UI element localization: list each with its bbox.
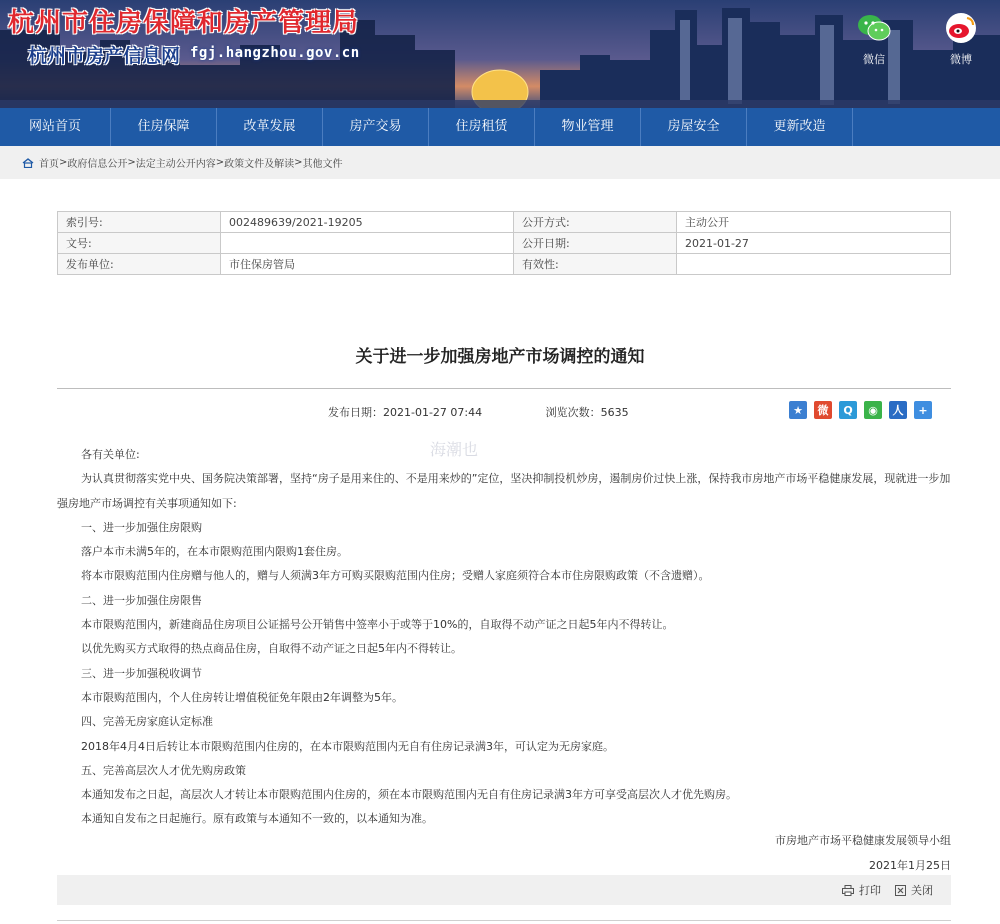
wechat-label: 微信 [863, 53, 885, 66]
breadcrumb-policy[interactable]: 政策文件及解读 [224, 159, 295, 170]
weibo-share-icon[interactable]: 微 [814, 401, 832, 419]
article-footer-bar [57, 875, 951, 905]
table-row [58, 233, 951, 254]
view-count: 浏览次数：5635 [545, 406, 629, 419]
close-icon [895, 885, 906, 896]
wechat-link[interactable] [848, 12, 900, 67]
article-paragraph: 四、完善无房家庭认定标准 [81, 715, 213, 729]
weibo-label: 微博 [950, 53, 972, 66]
site-banner [0, 0, 1000, 108]
breadcrumb-statutory[interactable]: 法定主动公开内容 [135, 159, 216, 170]
article-paragraph: 三、进一步加强税收调节 [81, 666, 202, 680]
nav-item-property-trade[interactable]: 房产交易 [323, 108, 429, 146]
article-paragraph: 本通知发布之日起，高层次人才转让本市限购范围内住房的，须在本市限购范围内无自有住房记录满3年方可享受高层次人才优先购房。 [81, 788, 737, 802]
article-paragraph: 五、完善高层次人才优先购房政策 [81, 763, 246, 777]
publish-date: 发布日期：2021-01-27 07:44 [328, 406, 483, 419]
weibo-link[interactable] [935, 12, 987, 67]
article-paragraph: 二、进一步加强住房限售 [81, 593, 202, 607]
tencent-share-icon[interactable]: Q [839, 401, 857, 419]
share-toolbar [789, 401, 939, 419]
article-paragraph: 落户本市未满5年的，在本市限购范围内限购1套住房。 [81, 545, 348, 559]
document-meta-table [57, 211, 951, 275]
article-paragraph: 为认真贯彻落实党中央、国务院决策部署，坚持“房子是用来住的、不是用来炒的”定位，坚决抑制投机炒房，遏制房价过快上涨，保持我市房地产市场平稳健康发展，现就进一步加强房地产市场调控有关事项通知如下: [57, 472, 951, 510]
meta-value: 2021-01-27 [677, 233, 951, 254]
table-row [58, 212, 951, 233]
meta-value: 主动公开 [677, 212, 951, 233]
site-domain: fgj.hangzhou.gov.cn [190, 45, 360, 61]
article-paragraph: 各有关单位: [81, 448, 140, 461]
close-label: 关闭 [911, 884, 933, 897]
breadcrumb-separator: > [127, 157, 136, 168]
article-body [57, 443, 951, 832]
article-signature [775, 829, 951, 878]
article-paragraph: 以优先购买方式取得的热点商品住房，自取得不动产证之日起5年内不得转让。 [81, 642, 462, 656]
home-icon [22, 158, 34, 168]
breadcrumb-other[interactable]: 其他文件 [302, 159, 343, 170]
print-label: 打印 [859, 884, 881, 897]
article-paragraph: 本通知自发布之日起施行。原有政策与本通知不一致的，以本通知为准。 [81, 812, 433, 826]
nav-item-housing-security[interactable]: 住房保障 [111, 108, 217, 146]
nav-item-reform[interactable]: 改革发展 [217, 108, 323, 146]
meta-key: 公开方式: [514, 212, 677, 233]
nav-item-home[interactable]: 网站首页 [0, 108, 111, 146]
meta-key: 公开日期: [514, 233, 677, 254]
bottom-divider [57, 920, 951, 921]
breadcrumb-home[interactable]: 首页 [39, 159, 59, 170]
breadcrumb-separator: > [59, 157, 68, 168]
nav-item-rental[interactable]: 住房租赁 [429, 108, 535, 146]
nav-item-renewal[interactable]: 更新改造 [747, 108, 853, 146]
wechat-icon [856, 12, 892, 44]
favorite-icon[interactable]: ★ [789, 401, 807, 419]
more-share-icon[interactable]: + [914, 401, 932, 419]
nav-item-property-management[interactable]: 物业管理 [535, 108, 641, 146]
article-paragraph: 一、进一步加强住房限购 [81, 520, 202, 534]
article-paragraph: 本市限购范围内，新建商品住房项目公证摇号公开销售中签率小于或等于10%的，自取得不动产证之日起5年内不得转让。 [81, 618, 674, 632]
main-nav [0, 108, 1000, 146]
meta-key: 发布单位: [58, 254, 221, 275]
meta-key: 有效性: [514, 254, 677, 275]
breadcrumb-separator: > [294, 157, 303, 168]
publish-info [328, 404, 649, 420]
site-subtitle: 杭州市房产信息网 [28, 45, 181, 67]
watermark: 海潮也 [430, 440, 479, 459]
article-paragraph: 2018年4月4日后转让本市限购范围内住房的，在本市限购范围内无自有住房记录满3年，可认定为无房家庭。 [81, 739, 614, 753]
meta-value [677, 254, 951, 275]
site-title: 杭州市住房保障和房产管理局 [8, 8, 360, 38]
signature-date: 2021年1月25日 [869, 858, 951, 872]
close-button[interactable] [895, 882, 933, 898]
title-divider [57, 388, 951, 389]
breadcrumb [0, 146, 1000, 179]
article-paragraph: 本市限购范围内，个人住房转让增值税征免年限由2年调整为5年。 [81, 690, 403, 704]
meta-value: 市住保房管局 [221, 254, 514, 275]
print-button[interactable] [842, 882, 881, 898]
article-paragraph: 将本市限购范围内住房赠与他人的，赠与人须满3年方可购买限购范围内住房；受赠人家庭须符合本市住房限购政策（不含遗赠）。 [81, 569, 710, 583]
wechat-share-icon[interactable]: ◉ [864, 401, 882, 419]
meta-value: 002489639/2021-19205 [221, 212, 514, 233]
signature-org: 市房地产市场平稳健康发展领导小组 [775, 834, 951, 847]
table-row [58, 254, 951, 275]
weibo-icon [943, 12, 979, 44]
meta-value [221, 233, 514, 254]
meta-key: 索引号: [58, 212, 221, 233]
breadcrumb-separator: > [215, 157, 225, 168]
printer-icon [842, 885, 854, 896]
breadcrumb-gov-info[interactable]: 政府信息公开 [67, 159, 128, 170]
renren-share-icon[interactable]: 人 [889, 401, 907, 419]
nav-item-building-safety[interactable]: 房屋安全 [641, 108, 747, 146]
meta-key: 文号: [58, 233, 221, 254]
article-title: 关于进一步加强房地产市场调控的通知 [355, 347, 645, 367]
